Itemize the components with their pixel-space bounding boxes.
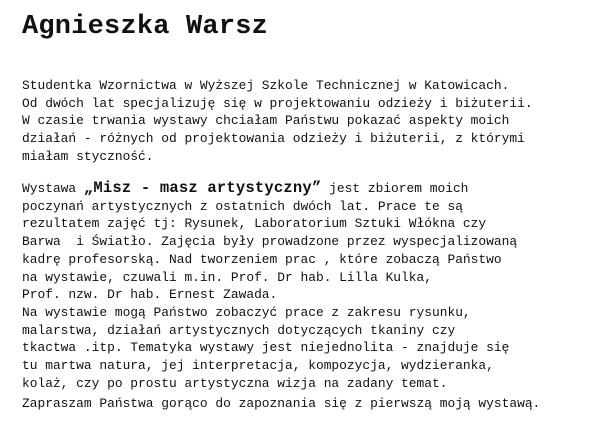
text-line-with-title bbox=[22, 180, 517, 198]
text-line: działań - różnych od projektowania odzieży i biżuterii, z którymi bbox=[22, 131, 525, 147]
page-title: Agnieszka Warsz bbox=[22, 12, 269, 42]
text-line: Zapraszam Państwa gorąco do zapoznania się z pierwszą moją wystawą. bbox=[22, 396, 541, 411]
text-fragment: Wystawa bbox=[22, 181, 84, 196]
intro-paragraph bbox=[22, 77, 533, 166]
text-line: kolaż, czy po prostu artystyczna wizja na zadany temat. bbox=[22, 375, 448, 391]
closing-paragraph bbox=[22, 395, 540, 413]
text-line: rezultatem zajęć tj: Rysunek, Laboratorium Sztuki Włókna czy bbox=[22, 216, 487, 232]
text-line: Prof. nzw. Dr hab. Ernest Zawada. bbox=[22, 287, 278, 303]
text-line: tu martwa natura, jej interpretacja, kompozycja, wydzieranka, bbox=[22, 358, 494, 374]
text-line: kadrę profesorską. Nad tworzeniem prac , które zobaczą Państwo bbox=[22, 251, 502, 267]
text-line: poczynań artystycznych z ostatnich dwóch lat. Prace te są bbox=[22, 198, 463, 214]
text-line: miałam styczność. bbox=[22, 148, 154, 164]
text-line: malarstwa, działań artystycznych dotyczących tkaniny czy bbox=[22, 322, 456, 338]
text-line: Barwa i Światło. Zajęcia były prowadzone przez wyspecjalizowaną bbox=[22, 234, 518, 250]
text-fragment: jest zbiorem moich bbox=[321, 181, 469, 196]
text-line: Studentka Wzornictwa w Wyższej Szkole Technicznej w Katowicach. bbox=[22, 78, 510, 93]
exhibition-title: „Misz - masz artystyczny” bbox=[83, 179, 322, 197]
exhibition-paragraph bbox=[22, 180, 517, 392]
text-line: tkactwa .itp. Tematyka wystawy jest niejednolita - znajduje się bbox=[22, 340, 510, 356]
text-line: W czasie trwania wystawy chciałam Państwu pokazać aspekty moich bbox=[22, 113, 510, 129]
text-line: na wystawie, czuwali m.in. Prof. Dr hab. Lilla Kulka, bbox=[22, 269, 432, 285]
text-line: Od dwóch lat specjalizuję się w projektowaniu odzieży i biżuterii. bbox=[22, 95, 533, 111]
text-line: Na wystawie mogą Państwo zobaczyć prace z zakresu rysunku, bbox=[22, 304, 471, 320]
